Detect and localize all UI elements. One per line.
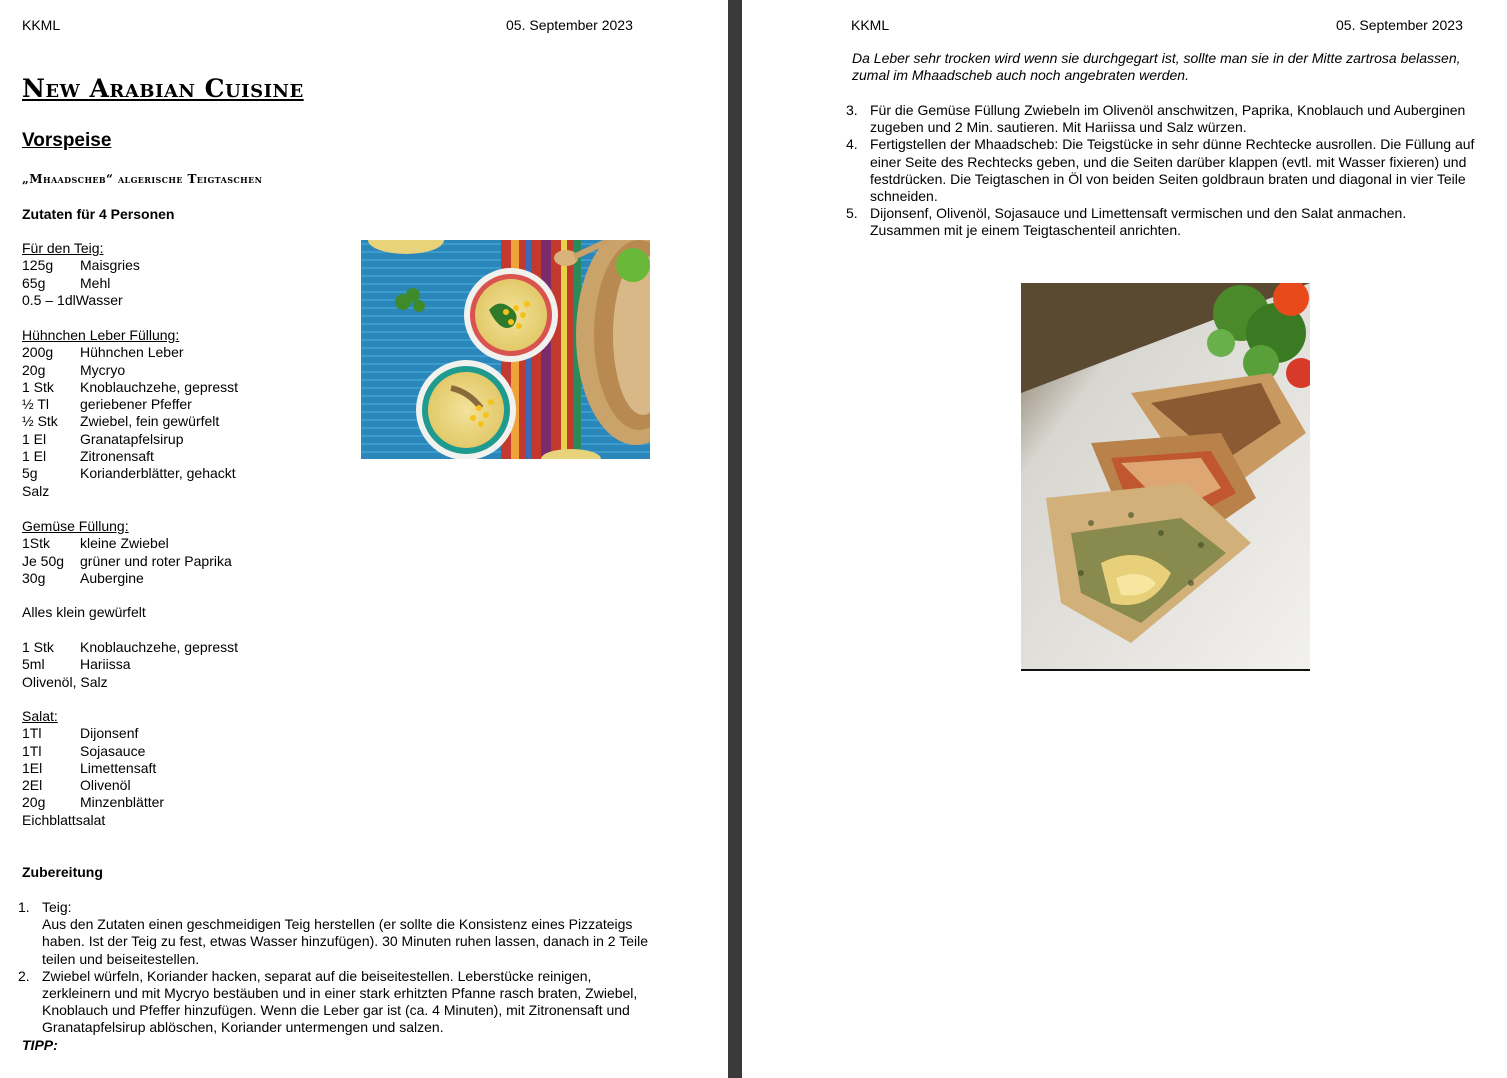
ingredients-vegetable-seasoning (22, 639, 342, 691)
step-label: Teig: (42, 899, 72, 915)
ingredient-name: Minzenblätter (80, 794, 165, 811)
ingredient-row (22, 413, 342, 430)
document-title: New Arabian Cuisine (22, 74, 304, 103)
ingredients-salad-heading: Salat: (22, 708, 58, 724)
dish-title: „Mhaadscheb“ algerische Teigtaschen (22, 172, 263, 186)
ingredient-row (22, 535, 342, 552)
document-page-left (0, 0, 728, 1078)
ingredient-row (22, 639, 342, 656)
ingredient-row (22, 794, 342, 811)
ingredient-name: Korianderblätter, gehackt (80, 465, 236, 482)
photo-border-line (1021, 669, 1310, 671)
ingredient-row (22, 743, 342, 760)
ingredient-quantity: 1 Stk (22, 378, 54, 395)
step-text: Zwiebel würfeln, Koriander hacken, separat auf die beiseitestellen. Leberstücke reinigen, zerkleinern und mit Mycryo bestäuben und in einer stark erhitzten Pfanne rasch braten, Zwiebel, Knoblauch und Pfeffer hinzufügen. Wenn die Leber gar ist (ca. 4 Minuten), mit Zitronensaft und Granatapfelsirup ablöschen, Koriander untermengen und salzen. (42, 967, 638, 1036)
ingredient-name: Maisgries (80, 257, 140, 274)
preparation-steps-right (846, 102, 1478, 240)
ingredient-extra: Salz (22, 482, 50, 499)
ingredient-quantity: 5ml (22, 656, 45, 673)
ingredient-name: grüner und roter Paprika (80, 552, 232, 569)
ingredient-quantity: ½ Tl (22, 396, 49, 413)
preparation-step (18, 899, 648, 968)
ingredient-name: Granatapfelsirup (80, 430, 184, 447)
ingredient-name: Aubergine (80, 569, 144, 586)
ingredients-liver (22, 327, 342, 500)
ingredient-quantity: 200g (22, 344, 54, 361)
ingredient-name: Sojasauce (80, 742, 146, 759)
ingredient-quantity: Je 50g (22, 552, 65, 569)
ingredient-quantity: 1El (22, 759, 43, 776)
ingredient-name: Limettensaft (80, 759, 157, 776)
ingredient-extra: Olivenöl, Salz (22, 673, 108, 690)
ingredient-name: Hühnchen Leber (80, 344, 184, 361)
ingredient-row (22, 431, 342, 448)
ingredient-row (22, 777, 342, 794)
header-date: 05. September 2023 (1336, 17, 1463, 33)
step-number: 1. (18, 899, 30, 915)
ingredient-quantity: 1 El (22, 430, 47, 447)
ingredients-note: Alles klein gewürfelt (22, 604, 146, 620)
ingredient-extra: Eichblattsalat (22, 811, 106, 828)
ingredient-quantity: 1Tl (22, 742, 42, 759)
ingredient-row (22, 725, 342, 742)
ingredient-name: kleine Zwiebel (80, 535, 169, 552)
step-number: 5. (846, 205, 858, 222)
ingredient-row (22, 570, 342, 587)
ingredient-quantity: 20g (22, 794, 46, 811)
ingredient-quantity: 20g (22, 361, 46, 378)
ingredient-name: Olivenöl (80, 777, 131, 794)
ingredient-row (22, 760, 342, 777)
ingredient-name: Mehl (80, 274, 111, 291)
header-date: 05. September 2023 (506, 17, 633, 33)
section-heading: Vorspeise (22, 130, 112, 151)
servings-heading: Zutaten für 4 Personen (22, 206, 175, 222)
ingredient-name: Hariissa (80, 656, 131, 673)
ingredient-row (22, 396, 342, 413)
step-text: Fertigstellen der Mhaadscheb: Die Teigstücke in sehr dünne Rechtecke ausrollen. Die Füllung auf einer Seite des Rechtecks geben, und die Seiten darüber klappen (evtl. mit Wasser fixieren) und festdrücken. Die Teigtaschen in Öl von beiden Seiten goldbraun braten und diagonal in vier Teile schneiden. (870, 136, 1475, 205)
ingredients-vegetable (22, 518, 342, 587)
ingredient-name: Mycryo (80, 361, 126, 378)
ingredient-row (22, 344, 342, 361)
step-number: 4. (846, 136, 858, 153)
ingredient-quantity: 30g (22, 569, 46, 586)
ingredient-row (22, 275, 342, 292)
tip-text: Da Leber sehr trocken wird wenn sie durchgegart ist, sollte man sie in der Mitte zartrosa belassen, zumal im Mhaadscheb auch noch angebraten werden. (852, 50, 1461, 84)
header-org: KKML (22, 17, 61, 33)
preparation-steps-left (18, 899, 648, 1037)
ingredient-extra: 0.5 – 1dlWasser (22, 291, 123, 308)
ingredient-row (22, 362, 342, 379)
ingredient-quantity: 5g (22, 465, 38, 482)
pastry-photo-illustration (1021, 283, 1310, 671)
ingredient-quantity: 1Tl (22, 725, 42, 742)
step-text: Aus den Zutaten einen geschmeidigen Teig herstellen (er sollte die Konsistenz eines Pizzateigs haben. Ist der Teig zu fest, etwas Wasser hinzufügen). 30 Minuten ruhen lassen, danach in 2 Teile teilen und beiseitestellen. (42, 916, 648, 967)
ingredient-row (22, 553, 342, 570)
soup-photo-illustration (361, 240, 650, 459)
step-text: Für die Gemüse Füllung Zwiebeln im Olivenöl anschwitzen, Paprika, Knoblauch und Auberginen zugeben und 2 Min. sautieren. Mit Hariissa und Salz würzen. (870, 102, 1466, 136)
ingredients-liver-heading: Hühnchen Leber Füllung: (22, 327, 180, 343)
ingredient-quantity: 1Stk (22, 535, 51, 552)
ingredient-row (22, 465, 342, 482)
ingredient-quantity: 125g (22, 257, 54, 274)
preparation-step (846, 205, 1478, 239)
ingredient-row (22, 257, 342, 274)
ingredient-name: geriebener Pfeffer (80, 396, 192, 413)
ingredients-dough (22, 240, 342, 309)
ingredient-name: Knoblauchzehe, gepresst (80, 378, 238, 395)
preparation-step (846, 102, 1478, 136)
preparation-step (846, 136, 1478, 205)
ingredients-dough-heading: Für den Teig: (22, 240, 104, 256)
preparation-heading: Zubereitung (22, 864, 103, 880)
ingredient-name: Dijonsenf (80, 725, 139, 742)
ingredient-row (22, 448, 342, 465)
soup-photo (361, 240, 650, 459)
ingredients-salad (22, 708, 342, 829)
ingredient-quantity: 65g (22, 274, 46, 291)
ingredient-name: Knoblauchzehe, gepresst (80, 639, 238, 655)
step-text: Dijonsenf, Olivenöl, Sojasauce und Limettensaft vermischen und den Salat anmachen. Zusammen mit je einem Teigtaschenteil anrichten. (870, 205, 1407, 239)
ingredients-vegetable-heading: Gemüse Füllung: (22, 518, 129, 534)
header-org: KKML (851, 17, 890, 33)
ingredient-name: Zwiebel, fein gewürfelt (80, 413, 220, 430)
step-number: 2. (18, 967, 30, 984)
page-divider (728, 0, 742, 1078)
ingredient-name: Zitronensaft (80, 448, 154, 465)
ingredient-quantity: 1 Stk (22, 639, 54, 655)
tip-label: TIPP: (22, 1037, 58, 1053)
ingredient-quantity: ½ Stk (22, 413, 58, 430)
step-number: 3. (846, 102, 858, 118)
pastry-photo (1021, 283, 1310, 671)
ingredient-quantity: 2El (22, 777, 43, 794)
ingredient-quantity: 1 El (22, 448, 47, 465)
preparation-step (18, 968, 648, 1037)
ingredient-row (22, 379, 342, 396)
ingredient-row (22, 656, 342, 673)
